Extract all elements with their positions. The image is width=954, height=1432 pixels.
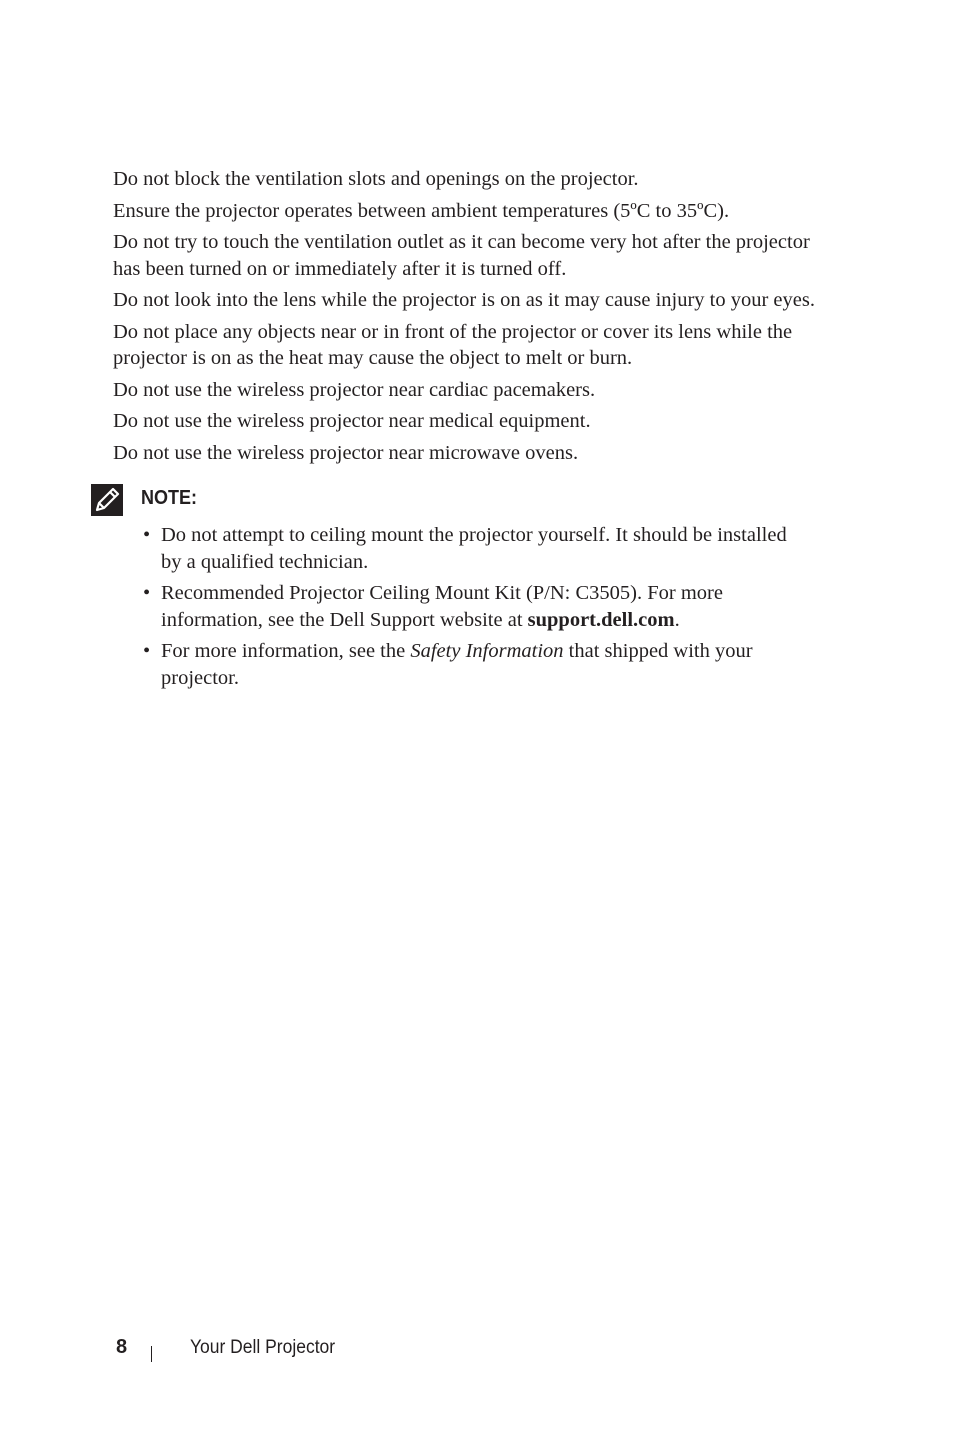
item-text: Do not use the wireless projector near medical equipment. <box>113 410 591 432</box>
support-website-link[interactable]: support.dell.com <box>527 608 675 631</box>
safety-information-title: Safety Information <box>410 640 564 662</box>
bullet-glyph: • <box>143 524 151 546</box>
note-bullet-list <box>0 522 954 691</box>
note-bullet-item <box>0 638 801 691</box>
item-text: Do not block the ventilation slots and openings on the projector. <box>113 168 639 190</box>
item-text: Do not place any objects near or in front of the projector or cover its lens while the projector is on as the heat may cause the object to melt or burn. <box>113 320 793 369</box>
item-text: Do not use the wireless projector near microwave ovens. <box>113 441 579 464</box>
note-bullet-item <box>0 522 801 575</box>
item-text: Ensure the projector operates between ambient temperatures (5ºC to 35ºC). <box>113 199 730 222</box>
pencil-icon <box>91 484 123 516</box>
list-item <box>0 440 828 467</box>
list-item <box>0 408 828 435</box>
section-title: Your Dell Projector <box>190 1337 336 1358</box>
note-label: NOTE: <box>141 487 197 509</box>
item-text: Do not look into the lens while the projector is on as it may cause injury to your eyes. <box>113 289 815 311</box>
bullet-text-end: that shipped with your projector. <box>161 640 753 689</box>
page-content <box>0 166 954 696</box>
note-bullet-item <box>0 580 801 633</box>
note-header <box>0 484 954 518</box>
list-item <box>0 198 828 225</box>
page-number: 8 <box>116 1336 128 1358</box>
list-item <box>0 166 828 193</box>
bullet-glyph: • <box>143 640 151 662</box>
footer-divider <box>151 1346 152 1362</box>
list-item <box>0 377 828 404</box>
bullet-text: Do not attempt to ceiling mount the projector yourself. It should be installed by a qualified technician. <box>161 524 787 573</box>
list-item <box>0 319 828 372</box>
bullet-text-end: . <box>674 608 680 631</box>
list-item <box>0 229 828 282</box>
item-text: Do not use the wireless projector near cardiac pacemakers. <box>113 378 596 401</box>
bullet-text: For more information, see the <box>161 640 411 662</box>
item-text: Do not try to touch the ventilation outlet as it can become very hot after the projector has been turned on or immediately after it is turned off. <box>113 231 810 280</box>
bullet-text: Recommended Projector Ceiling Mount Kit (P/N: C3505). For more information, see the Dell Support website at <box>161 582 723 631</box>
page-footer <box>0 1336 954 1366</box>
bullet-glyph: • <box>143 582 151 604</box>
list-item <box>0 287 828 314</box>
